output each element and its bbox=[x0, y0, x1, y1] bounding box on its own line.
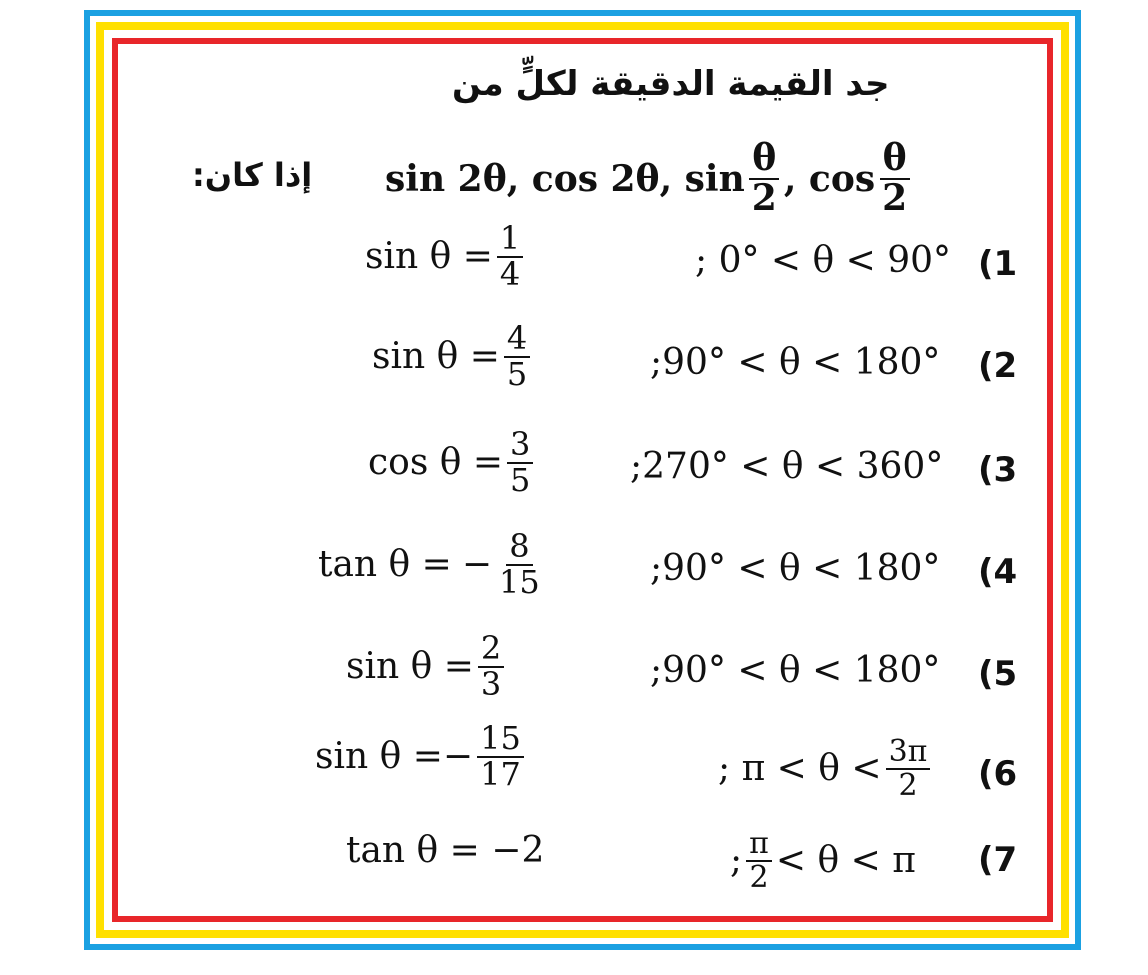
problem-function: sin θ = bbox=[365, 236, 493, 278]
problem-1-condition: ; 0° < θ < 90° bbox=[695, 240, 952, 281]
problem-2-number: (2 bbox=[978, 346, 1018, 386]
problem-6-number: (6 bbox=[978, 754, 1018, 794]
problem-2-condition: ;90° < θ < 180° bbox=[650, 342, 941, 383]
frac-denominator: 15 bbox=[499, 562, 540, 601]
problem-function: sin θ = bbox=[372, 336, 500, 378]
problem-function: sin θ = bbox=[315, 736, 443, 778]
problem-fraction bbox=[477, 719, 524, 793]
problem-function: tan θ = −2 bbox=[346, 830, 545, 871]
problem-sign: − bbox=[461, 544, 493, 586]
problem-2-expression bbox=[372, 319, 534, 393]
half-angle-fraction-2 bbox=[879, 137, 910, 219]
problem-function: tan θ = bbox=[318, 544, 452, 586]
problem-function: cos θ = bbox=[368, 442, 504, 484]
frac-denominator: 5 bbox=[506, 354, 528, 393]
problem-1-number: (1 bbox=[978, 244, 1018, 284]
frac-numerator: 4 bbox=[504, 322, 530, 358]
frac-denominator: 2 bbox=[898, 767, 918, 803]
condition-text: < θ < π bbox=[775, 840, 916, 881]
frac-denominator: 2 bbox=[751, 176, 777, 219]
half-angle-fraction-1 bbox=[749, 137, 780, 219]
problem-fraction bbox=[504, 319, 530, 393]
problem-3-number: (3 bbox=[978, 450, 1018, 490]
problem-6-expression bbox=[315, 719, 528, 793]
frac-numerator: 1 bbox=[497, 222, 523, 258]
problem-5-condition: ;90° < θ < 180° bbox=[650, 650, 941, 691]
frac-denominator: 2 bbox=[749, 859, 769, 895]
target-expressions bbox=[385, 137, 914, 219]
problem-3-condition: ;270° < θ < 360° bbox=[630, 446, 944, 487]
problem-fraction bbox=[497, 219, 523, 293]
problem-fraction bbox=[496, 527, 543, 601]
problem-7-number: (7 bbox=[978, 840, 1018, 880]
problem-fraction bbox=[507, 425, 533, 499]
frac-numerator: 8 bbox=[506, 530, 532, 566]
frac-numerator: 3 bbox=[507, 428, 533, 464]
condition-text: ; bbox=[730, 840, 743, 881]
frac-numerator: 3π bbox=[886, 736, 931, 770]
problem-4-expression bbox=[318, 527, 547, 601]
problem-7-condition bbox=[730, 828, 916, 893]
condition-fraction bbox=[746, 828, 772, 893]
frac-denominator: 17 bbox=[480, 754, 521, 793]
problem-6-condition bbox=[718, 736, 934, 801]
frac-numerator: 2 bbox=[478, 632, 504, 668]
if-label: إذا كان: bbox=[192, 156, 313, 194]
problem-5-number: (5 bbox=[978, 654, 1018, 694]
problem-function: sin θ = bbox=[346, 646, 474, 688]
condition-text: ; π < θ < bbox=[718, 748, 882, 789]
frac-numerator: θ bbox=[749, 140, 779, 180]
frac-denominator: 3 bbox=[480, 664, 502, 703]
problem-7-expression bbox=[346, 830, 544, 871]
frac-denominator: 2 bbox=[882, 176, 908, 219]
exercise-title: جد القيمة الدقيقة لكلٍّ من bbox=[452, 64, 890, 104]
frac-denominator: 4 bbox=[499, 254, 521, 293]
problem-3-expression bbox=[368, 425, 537, 499]
targets-part1: sin 2θ, cos 2θ, sin bbox=[385, 157, 745, 200]
condition-fraction bbox=[886, 736, 931, 801]
targets-part2: , cos bbox=[783, 157, 876, 200]
frac-numerator: 15 bbox=[477, 722, 524, 758]
problem-4-number: (4 bbox=[978, 552, 1018, 592]
frac-numerator: π bbox=[746, 828, 772, 862]
problem-sign: − bbox=[442, 736, 474, 778]
problem-fraction bbox=[478, 629, 504, 703]
problem-4-condition: ;90° < θ < 180° bbox=[650, 548, 941, 589]
problem-1-expression bbox=[365, 219, 527, 293]
frac-denominator: 5 bbox=[510, 460, 531, 499]
problem-5-expression bbox=[346, 629, 508, 703]
frac-numerator: θ bbox=[880, 140, 910, 180]
